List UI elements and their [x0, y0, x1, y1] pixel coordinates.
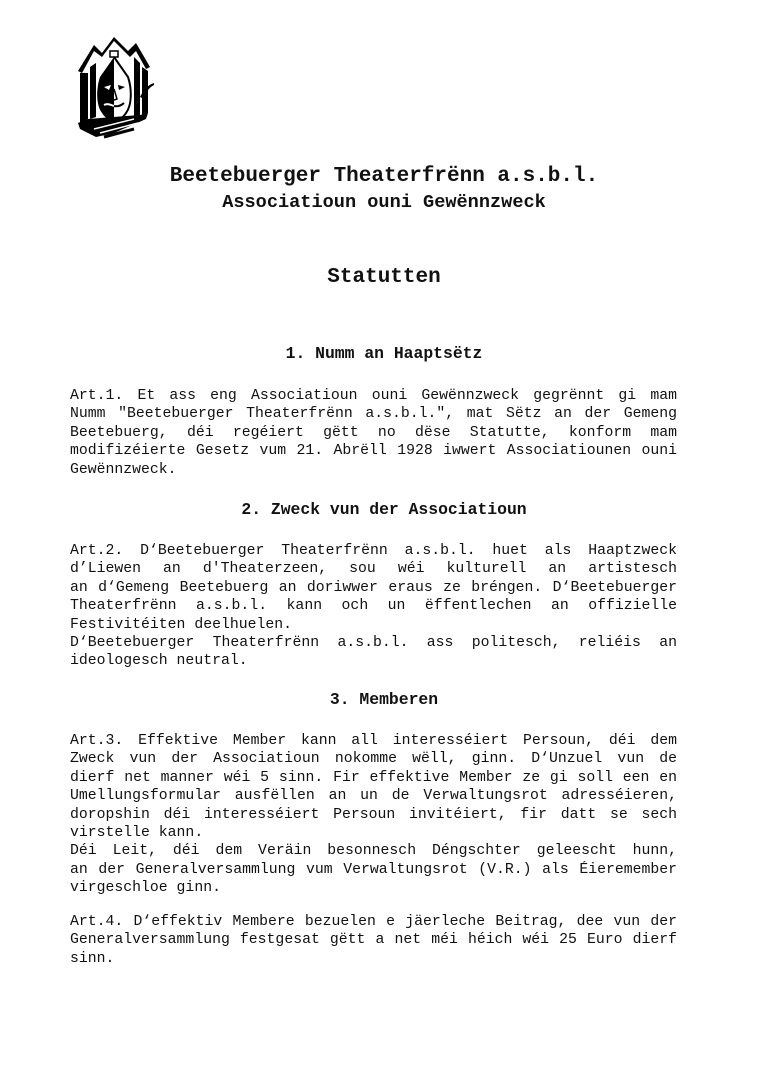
section-heading-1: 1. Numm an Haaptsëtz [285, 344, 483, 363]
article-line: ideologesch neutral. [70, 653, 248, 670]
article-line: Beetebuerg, déi regéiert gëtt no dëse Statutte, konform mam [70, 424, 677, 441]
organization-subtitle: Associatioun ouni Gewënnzweck [222, 192, 546, 213]
article-line: doropshin déi interesséiert Persoun invitéiert, fir datt se sech [70, 806, 677, 823]
organization-title: Beetebuerger Theaterfrënn a.s.b.l. [169, 165, 599, 188]
article-line: sinn. [70, 950, 115, 967]
theater-mask-house-logo-icon [74, 33, 154, 139]
article-line: Umellungsformular ausfëllen an un de Verwaltungsrot adresséieren, [70, 788, 677, 805]
article-line: Art.4. D‘effektiv Membere bezuelen e jäerleche Beitrag, dee vun der [70, 914, 677, 930]
article-line: Art.1. Et ass eng Associatioun ouni Gewënnzweck gegrënnt gi mam [70, 388, 677, 404]
section-heading-2: 2. Zweck vun der Associatioun [241, 500, 527, 519]
article-line: virgeschloe ginn. [70, 880, 221, 897]
article-line: modifizéierte Gesetz vum 21. Abrëll 1928 iwwert Associatiounen ouni [70, 443, 677, 460]
article-3 [70, 732, 677, 898]
article-4 [70, 913, 677, 968]
article-line: virstelle kann. [70, 824, 204, 841]
article-line: an d‘Gemeng Beetebuerg an doriwwer eraus ze bréngen. D‘Beetebuerger [70, 579, 677, 596]
article-line: Generalversammlung festgesat gëtt a net méi héich wéi 25 Euro dierf [70, 932, 677, 949]
article-line: an der Generalversammlung vum Verwaltungsrot (V.R.) als Éieremember [70, 861, 677, 878]
article-line: Theaterfrënn a.s.b.l. kann och un ëffentlechen an offizielle [70, 598, 677, 615]
article-line: D‘Beetebuerger Theaterfrënn a.s.b.l. ass politesch, reliéis an [70, 634, 677, 651]
article-line: Gewënnzweck. [70, 461, 177, 478]
article-line: Art.3. Effektive Member kann all interesséiert Persoun, déi dem [70, 733, 677, 749]
article-line: Festivitéiten deelhuelen. [70, 616, 292, 633]
article-line: dierf net manner wéi 5 sinn. Fir effektive Member ze gi soll een en [70, 769, 677, 786]
section-heading-3: 3. Memberen [329, 690, 439, 709]
article-2 [70, 542, 677, 671]
document-heading: Statutten [327, 266, 441, 289]
article-1 [70, 387, 677, 479]
article-line: Déi Leit, déi dem Veräin besonnesch Déngschter geleescht hunn, [70, 843, 677, 860]
article-line: Art.2. D‘Beetebuerger Theaterfrënn a.s.b.l. huet als Haaptzweck [70, 543, 677, 559]
article-line: d’Liewen an d'Theaterzeen, sou wéi kulturell an artistesch [70, 561, 677, 578]
article-line: Zweck vun der Associatioun nokomme wëll, ginn. D‘Unzuel vun de [70, 751, 677, 768]
article-line: Numm "Beetebuerger Theaterfrënn a.s.b.l.", mat Sëtz an der Gemeng [70, 406, 677, 423]
